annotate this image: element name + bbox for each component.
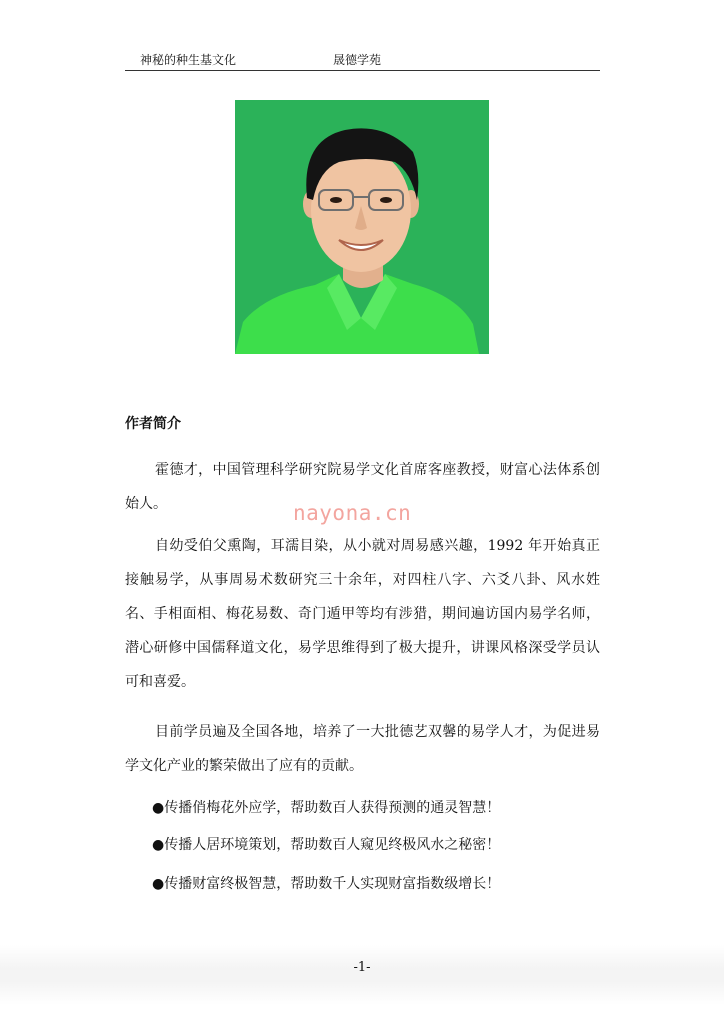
author-portrait — [235, 100, 489, 354]
watermark-text: nayona.cn — [293, 501, 412, 525]
header-publisher: 晟德学苑 — [333, 53, 382, 67]
author-portrait-illustration — [235, 100, 489, 354]
achievement-item: ●传播财富终极智慧，帮助数千人实现财富指数级增长！ — [152, 876, 501, 892]
page-header — [125, 52, 600, 71]
footer-band — [0, 945, 724, 1005]
achievement-item: ●传播人居环境策划，帮助数百人窥见终极风水之秘密！ — [152, 837, 501, 853]
intro-paragraph-1: 霍德才，中国管理科学研究院易学文化首席客座教授，财富心法体系创始人。 — [125, 462, 600, 512]
intro-paragraph-2: 自幼受伯父熏陶，耳濡目染，从小就对周易感兴趣，1992 年开始真正接触易学，从事周易术数研究三十余年，对四柱八字、六爻八卦、风水姓名、手相面相、梅花易数、奇门遁甲等均有涉猎，期间遍访国内易学名师，潜心研修中国儒释道文化，易学思维得到了极大提升，讲课风格深受学员认可和喜爱。 — [125, 538, 600, 690]
header-book-title: 神秘的种生基文化 — [140, 53, 237, 67]
page-number: -1- — [353, 960, 371, 975]
section-title: 作者简介 — [125, 416, 181, 432]
achievement-item: ●传播俏梅花外应学，帮助数百人获得预测的通灵智慧！ — [152, 800, 501, 816]
intro-paragraph-3: 目前学员遍及全国各地，培养了一大批德艺双馨的易学人才，为促进易学文化产业的繁荣做出了应有的贡献。 — [125, 724, 600, 774]
